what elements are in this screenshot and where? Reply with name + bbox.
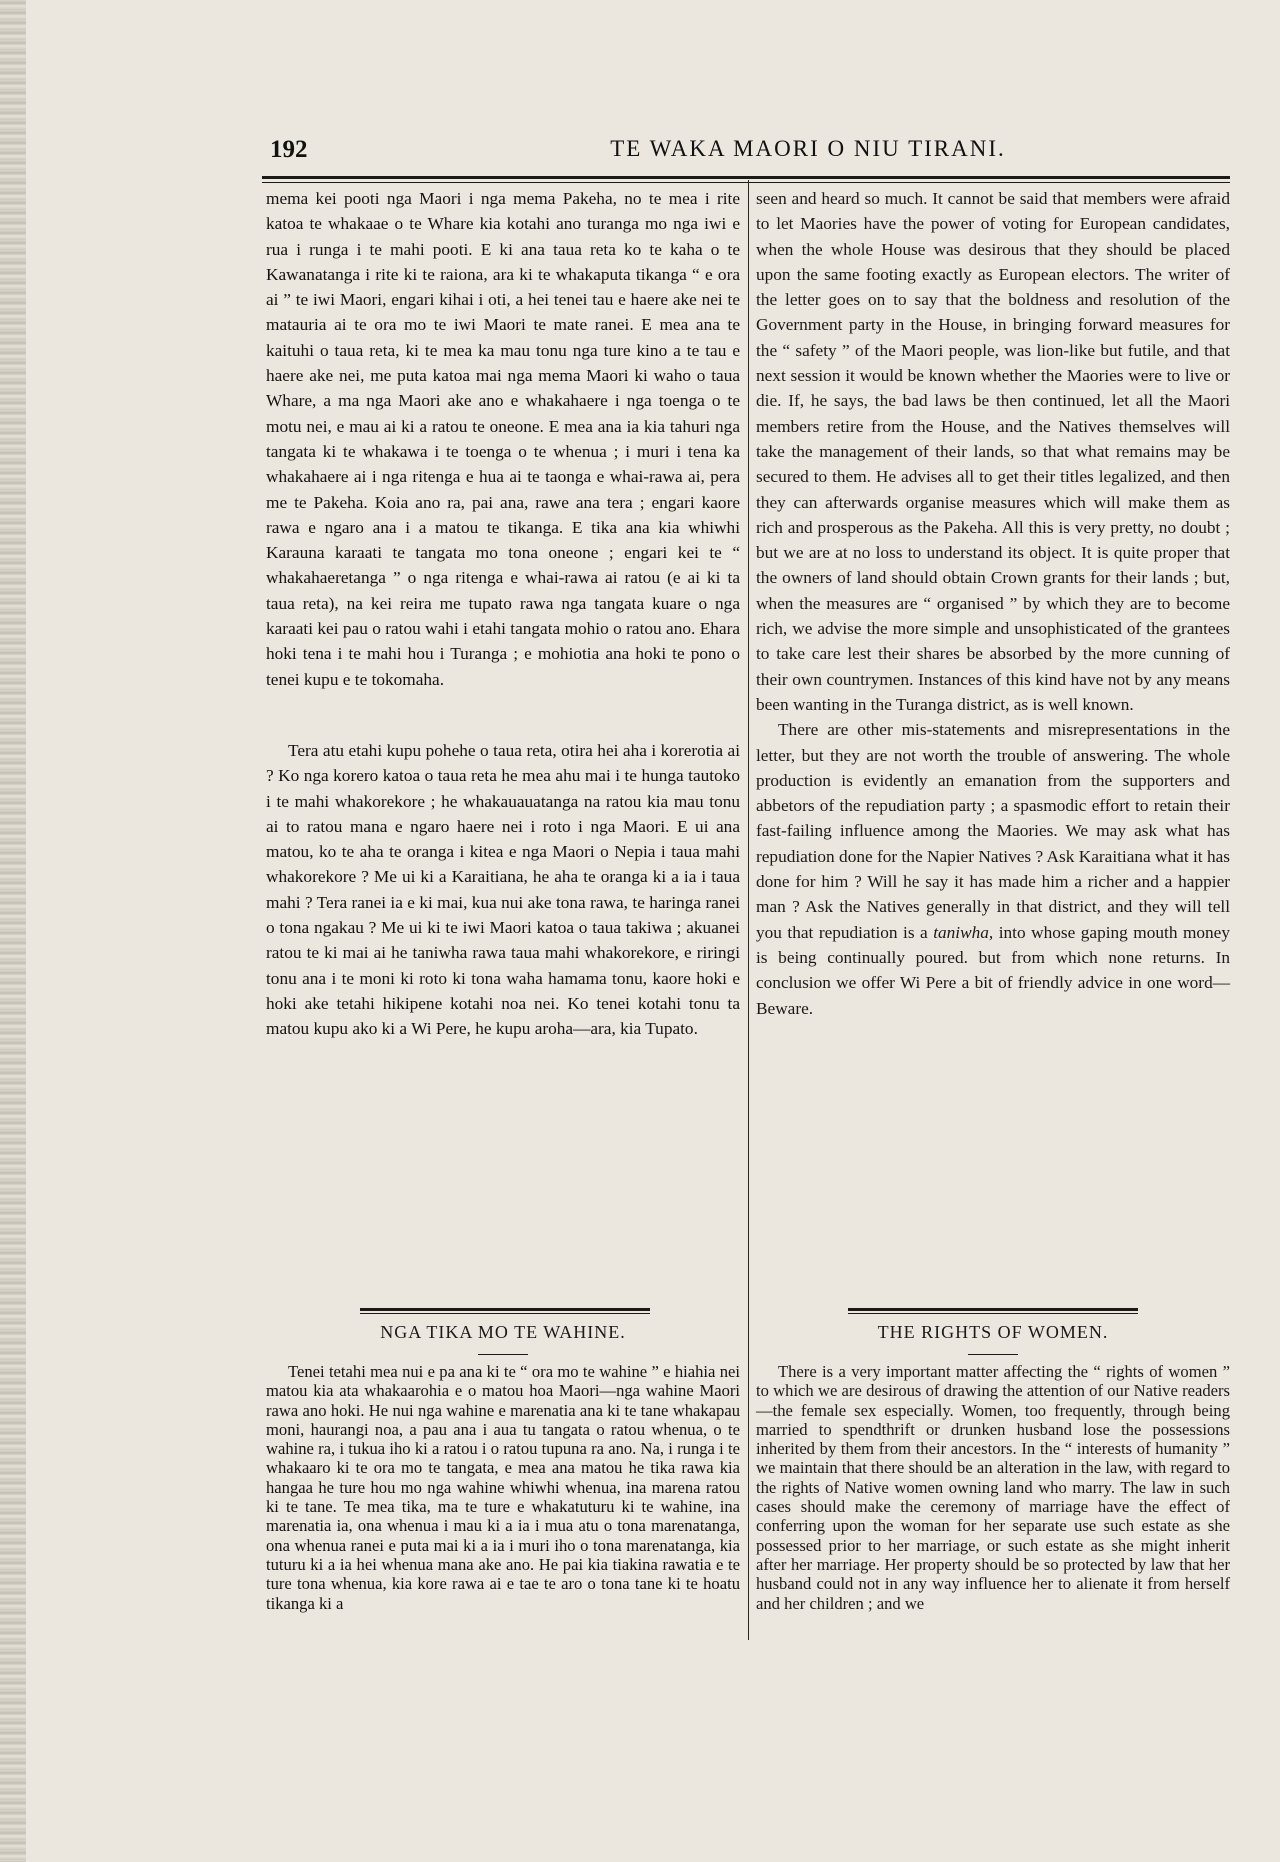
left-paragraph-1: mema kei pooti nga Maori i nga mema Pakeha, no te mea i rite katoa te whakaae o te Whare kia kotahi ano turanga mo nga iwi e rua i runga i te mahi pooti. E ki ana taua reta ko te kaha o te Kawanatanga i rite ki te raiona, ara ki te whakaputa tikanga “ e ora ai ” te iwi Maori, engari kihai i oti, a hei tenei tau e haere ake nei te matauria ai te ora mo te iwi Maori te mate ranei. E mea ana te kaituhi o taua reta, ki te mea ka mau tonu nga ture kino a te tau e haere ake nei, me puta katoa mai nga mema Maori ki waho o taua Whare, a ma nga Maori ake ano e whakahaere i nga toenga o te motu nei, e mau ai ki a ratou te oneone. E mea ana ia kia tahuri nga tangata ki te whakawa i te toenga o te whenua ; i muri i tena ka whakahaere ai i nga ritenga e hua ai te taonga e whai-rawa ai, pera me te Pakeha. Koia ano ra, pai ana, rawe ana tera ; engari kaore rawa e ngaro ana i a matou te tikanga. E tika ana kia whiwhi Karauna karaati te tangata mo tona oneone ; engari kei te “ whakahaeretanga ” o nga ritenga e whai-rawa ai ratou (e ai ki ta taua reta), na kei reira me tupato rawa nga tangata kuare o nga karaati kei pau o ratou wahi i etahi tangata mohio o ratou ano. Ehara hoki tena i te mahi hou i Turanga ; e mohiotia ana hoki te pono o tenei kupu e te tokomaha.: [266, 189, 740, 689]
left-section-rule: [360, 1308, 650, 1314]
column-divider: [748, 180, 749, 1640]
right-column: [756, 186, 1230, 1021]
right-heading-underline: [968, 1354, 1018, 1355]
page-header: [270, 136, 1226, 170]
header-rule: [262, 176, 1230, 183]
section-heading-maori: NGA TIKA MO TE WAHINE.: [380, 1322, 626, 1342]
taniwha-italic: taniwha,: [933, 922, 994, 942]
left-paragraph-2: Tera atu etahi kupu pohehe o taua reta, otira hei aha i korerotia ai ? Ko nga korero katoa o taua reta he mea ahu mai i te hunga tautoko i te mahi whakorekore ; he whakauauatanga na ratou kia mau tonu ai to ratou mana e ngaro haere nei i roto i nga Maori. E ui ana matou, ko te aha te oranga i kitea e nga Maori o Nepia i taua mahi whakorekore ? Me ui ki a Karaitiana, he aha te oranga ki a ia i taua mahi ? Tera ranei ia e ki mai, kua nui ake tona rawa, te haringa ranei o tona ngakau ? Me ui ki te iwi Maori katoa o taua takiwa ; akuanei ratou te ki mai ai he taniwha rawa taua mahi whakorekore, e riringi tonu ana i te moni ki roto ki tona waha hamama tonu, kaore hoki e hoki ake tetahi hikipene kotahi noa nei. Ko tenei kotahi tonu ta matou kupu ako ki a Wi Pere, he kupu aroha—ara, kia Tupato.: [266, 740, 740, 1039]
right-paragraph-2-start: There are other mis-statements and misrepresentations in the letter, but they are not worth the trouble of answering. The whole production is evidently an emanation from the supporters and abbetors of the repudiation party ; a spasmodic effort to retain their fast-failing influence among the Maories. We may ask what has repudiation done for the Napier Natives ? Ask Karaitiana what it has done for him ? Will he say it has made him a richer and a happier man ? Ask the Natives generally in that district, and they will tell you that repudiation is a: [756, 720, 1230, 942]
running-title: TE WAKA MAORI O NIU TIRANI.: [610, 136, 1006, 161]
right-section-rule: [848, 1308, 1138, 1314]
rights-english-paragraph: There is a very important matter affecting the “ rights of women ” to which we are desirous of drawing the attention of our Native readers—the female sex especially. Women, too frequently, through being married to spendthrift or drunken husband lose the possessions inherited by them from their ancestors. In the “ interests of humanity ” we maintain that there should be an alteration in the law, with regard to the rights of Native women owning land who marry. The law in such cases should make the ceremony of marriage have the effect of conferring upon the woman for her separate use such estate as she possessed prior to her marriage, or such estate as she might inherit after her marriage. Her property should be so protected by law that her husband could not in any way influence her to alienate it from herself and her children ; and we: [756, 1362, 1230, 1613]
rights-of-women-english-body: [756, 1362, 1230, 1613]
right-paragraph-1: seen and heard so much. It cannot be said that members were afraid to let Maories have the power of voting for European candidates, when the whole House was desirous that they should be placed upon the same footing exactly as European electors. The writer of the letter goes on to say that the boldness and resolution of the Government party in the House, in bringing forward measures for the “ safety ” of the Maori people, was lion-like but futile, and that next session it would be known whether the Maories were to live or die. If, he says, the bad laws be then continued, let all the Maori members retire from the House, and the Natives themselves will take the management of their lands, so that what remains may be secured to them. He advises all to get their titles legalized, and then they can afterwards organise measures which will make them as rich and prosperous as the Pakeha. All this is very pretty, no doubt ; but we are at no loss to understand its object. It is quite proper that the owners of land should obtain Crown grants for their lands ; but, when the measures are “ organised ” by which they are to become rich, we advise the more simple and unsophisticated of the grantees to take care lest their shares be absorbed by the more cunning of their own countrymen. Instances of this kind have not by any means been wanting in the Turanga district, as is well known.: [756, 189, 1230, 714]
left-column: [266, 186, 740, 1042]
left-heading-underline: [478, 1354, 528, 1355]
rights-of-women-maori-body: [266, 1362, 740, 1613]
right-paragraph-2-end: into whose gaping mouth money is being continually poured. but from which none returns. In conclusion we offer Wi Pere a bit of friendly advice in one word—Beware.: [756, 922, 1230, 1018]
page-binding-edge: [0, 0, 26, 1862]
page-number: 192: [270, 136, 308, 163]
rights-maori-paragraph: Tenei tetahi mea nui e pa ana ki te “ ora mo te wahine ” e hiahia nei matou kia ata whakaarohia e o matou hoa Maori—nga wahine Maori rawa ano hoki. He nui nga wahine e marenatia ana ki te tane whakapau moni, haurangi noa, a pau ana i aua tu tangata o ratou whenua, o te wahine ra, i tukua iho ki a ratou i o ratou tupuna ra ano. Na, i runga i te whakaaro ki te ora mo te tangata, e mea ana matou he tika rawa kia hangaa he ture hou mo nga wahine whiwhi whenua, ina marena ratou ki te tane. Te mea tika, ma te ture e whakatuturu ki te wahine, ina marenatia ia, ona whenua i mau ki a ia i mua atu o tona marenatanga, ona whenua ranei e puta mai ki a ia i muri iho o tona marenatanga, kia tuturu ki a ia hei whenua mana ake ano. He pai kia tiakina rawatia e te ture tona whenua, kia kore rawa ai e tae te aro o tona tane ki te hoatu tikanga ki a: [266, 1362, 740, 1613]
section-heading-english: THE RIGHTS OF WOMEN.: [877, 1322, 1109, 1342]
right-paragraph-2: [756, 717, 1230, 1021]
